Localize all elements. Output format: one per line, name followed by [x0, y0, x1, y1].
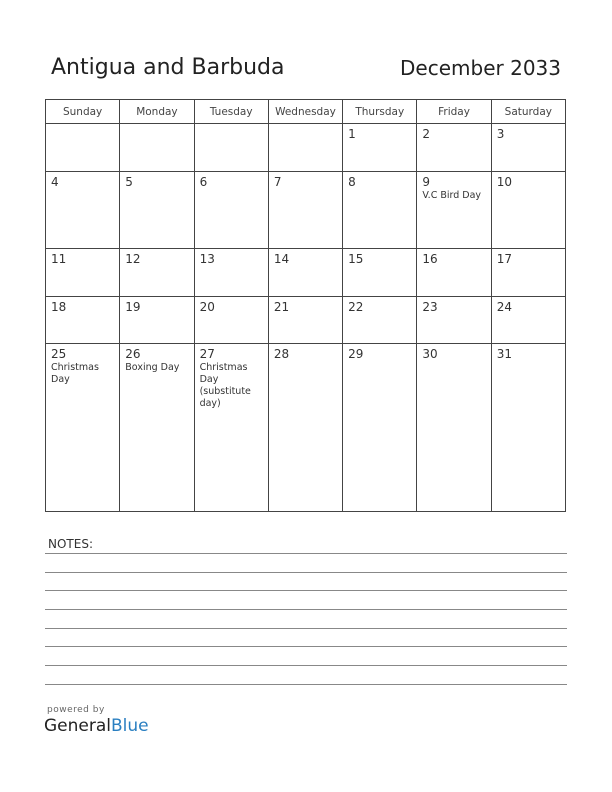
holiday-label: Boxing Day — [125, 362, 180, 374]
calendar-week-row — [46, 171, 566, 249]
calendar-week-row — [46, 296, 566, 344]
calendar-day-cell — [46, 249, 120, 297]
day-number: 17 — [496, 252, 512, 267]
day-number: 13 — [199, 252, 215, 267]
day-number: 22 — [348, 299, 364, 314]
calendar-day-cell — [120, 296, 194, 344]
calendar-day-cell — [120, 171, 194, 249]
calendar-day-cell — [417, 171, 491, 249]
calendar-day-cell — [417, 124, 491, 172]
calendar-week-row — [46, 124, 566, 172]
notes-line — [45, 590, 567, 591]
weekday-friday: Friday — [417, 100, 491, 124]
calendar-day-cell — [46, 296, 120, 344]
calendar-day-cell — [46, 171, 120, 249]
calendar-day-cell — [268, 124, 342, 172]
weekday-monday: Monday — [120, 100, 194, 124]
brand-blue: Blue — [111, 716, 149, 736]
day-number: 6 — [199, 174, 208, 189]
calendar-day-cell — [491, 249, 565, 297]
day-number: 19 — [125, 299, 141, 314]
notes-label: NOTES: — [48, 537, 93, 551]
day-number: 7 — [273, 174, 282, 189]
powered-by-label: powered by — [47, 705, 105, 715]
calendar-day-cell — [194, 124, 268, 172]
day-number: 23 — [422, 299, 438, 314]
calendar-day-cell — [417, 249, 491, 297]
weekday-sunday: Sunday — [46, 100, 120, 124]
calendar-day-cell — [491, 171, 565, 249]
notes-line — [45, 646, 567, 647]
calendar-day-cell — [491, 296, 565, 344]
day-number: 14 — [273, 252, 290, 267]
calendar-day-cell — [194, 344, 268, 512]
day-number: 12 — [125, 252, 141, 267]
weekday-header-row — [46, 100, 566, 124]
day-number: 31 — [496, 347, 512, 362]
weekday-saturday: Saturday — [491, 100, 565, 124]
day-number: 15 — [348, 252, 364, 267]
day-number: 2 — [422, 127, 431, 141]
calendar-day-cell — [491, 124, 565, 172]
calendar-day-cell — [120, 249, 194, 297]
day-number: 18 — [51, 299, 67, 314]
day-number: 16 — [422, 252, 438, 267]
calendar-day-cell — [491, 344, 565, 512]
day-number: 3 — [496, 127, 505, 141]
day-number: 10 — [496, 174, 512, 189]
calendar-grid — [45, 99, 566, 512]
weekday-thursday: Thursday — [343, 100, 417, 124]
day-number: 27 — [199, 347, 215, 362]
month-year-label: December 2033 — [400, 56, 561, 80]
notes-line — [45, 553, 567, 554]
day-number: 26 — [125, 347, 141, 362]
notes-line — [45, 609, 567, 610]
weekday-tuesday: Tuesday — [194, 100, 268, 124]
calendar-day-cell — [120, 124, 194, 172]
calendar-day-cell — [343, 296, 417, 344]
calendar-day-cell — [343, 249, 417, 297]
notes-line — [45, 628, 567, 629]
calendar-day-cell — [194, 296, 268, 344]
calendar-title: Antigua and Barbuda — [51, 55, 285, 80]
calendar-day-cell — [46, 124, 120, 172]
calendar-day-cell — [268, 171, 342, 249]
brand-general: General — [44, 716, 111, 736]
day-number: 9 — [422, 174, 431, 189]
holiday-label: Christmas Day (substitute day) — [199, 362, 251, 410]
holiday-label: Christmas Day — [51, 362, 99, 386]
calendar-day-cell — [268, 296, 342, 344]
day-number: 30 — [422, 347, 438, 362]
calendar-week-row — [46, 344, 566, 512]
calendar-day-cell — [268, 344, 342, 512]
brand-logo — [44, 716, 149, 736]
calendar-day-cell — [194, 249, 268, 297]
day-number: 1 — [348, 127, 356, 141]
calendar-day-cell — [46, 344, 120, 512]
day-number: 8 — [348, 174, 356, 189]
day-number: 24 — [496, 299, 512, 314]
day-number: 5 — [125, 174, 133, 189]
calendar-day-cell — [120, 344, 194, 512]
day-number: 20 — [199, 299, 215, 314]
day-number: 28 — [273, 347, 290, 362]
calendar-day-cell — [343, 171, 417, 249]
day-number: 11 — [51, 252, 67, 267]
calendar-day-cell — [194, 171, 268, 249]
calendar-day-cell — [417, 296, 491, 344]
notes-line — [45, 572, 567, 573]
calendar-day-cell — [343, 344, 417, 512]
day-number: 29 — [348, 347, 364, 362]
holiday-label: V.C Bird Day — [422, 189, 482, 201]
weekday-wednesday: Wednesday — [268, 100, 342, 124]
calendar-day-cell — [268, 249, 342, 297]
notes-line — [45, 665, 567, 666]
notes-line — [45, 684, 567, 685]
day-number: 4 — [51, 174, 59, 189]
day-number: 21 — [273, 299, 290, 314]
day-number: 25 — [51, 347, 67, 362]
calendar-day-cell — [417, 344, 491, 512]
calendar-week-row — [46, 249, 566, 297]
calendar-day-cell — [343, 124, 417, 172]
